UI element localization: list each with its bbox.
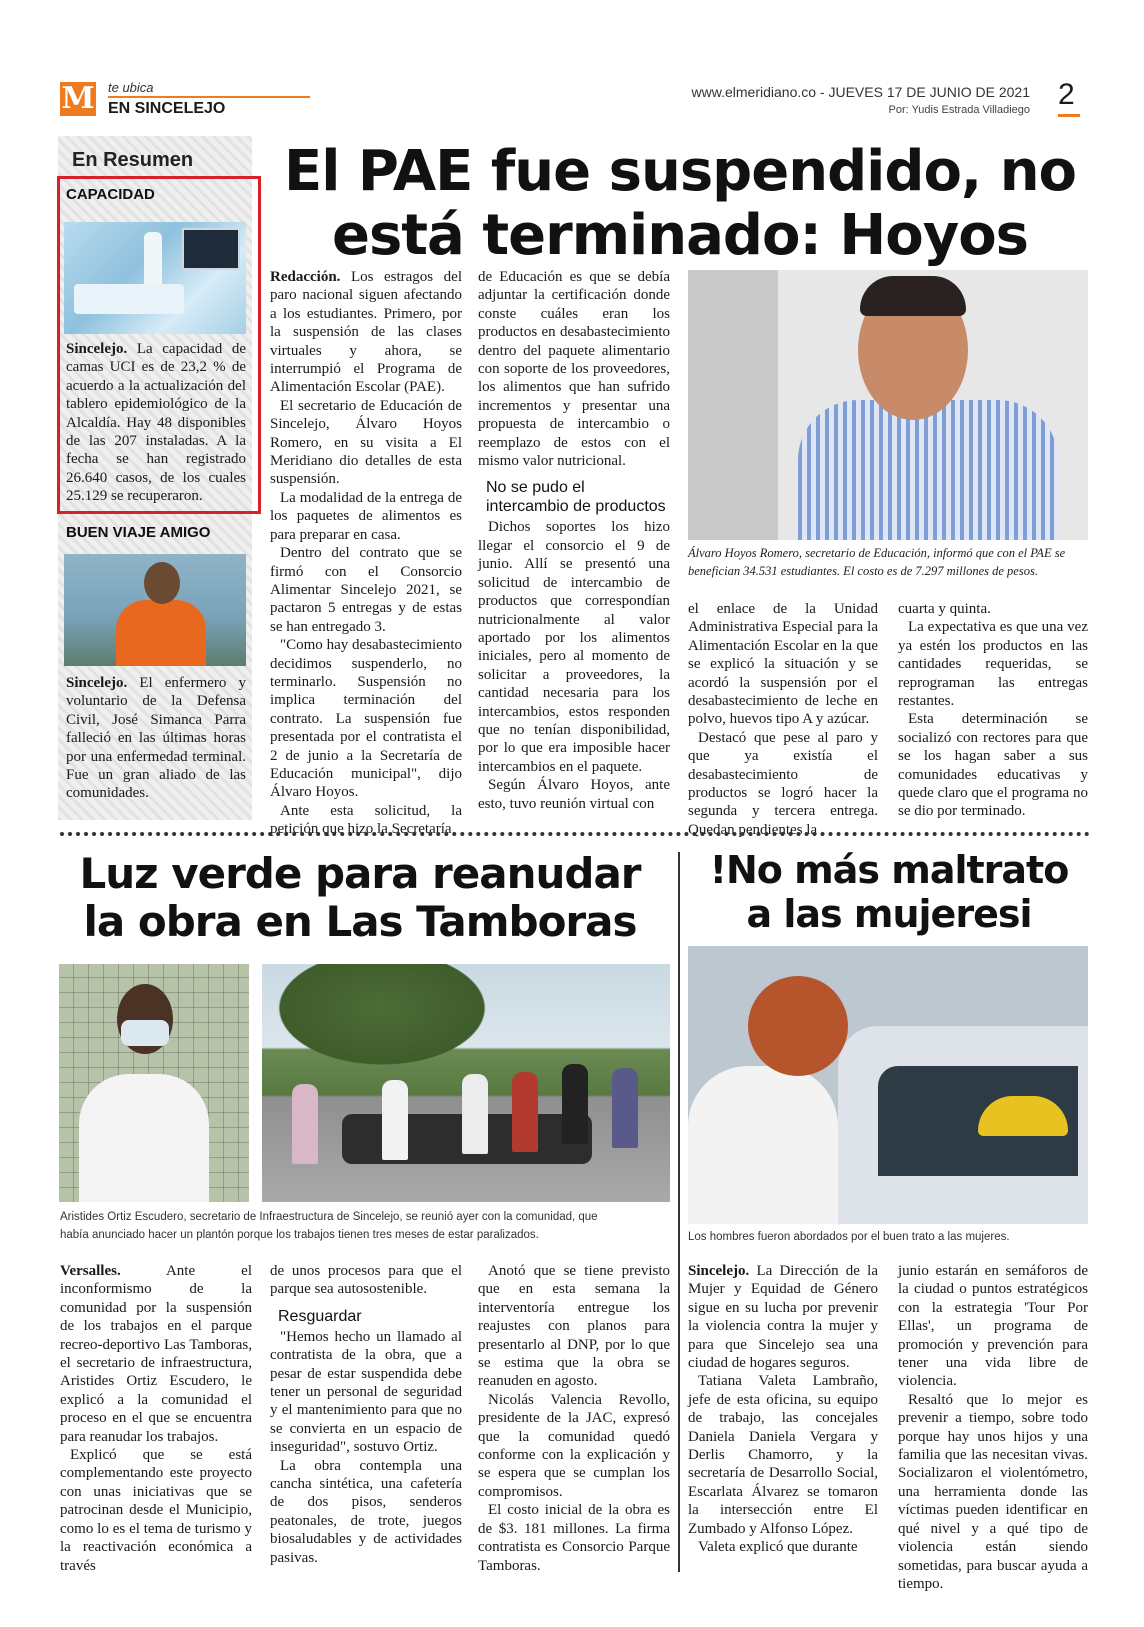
page-number-rule bbox=[1058, 114, 1080, 117]
main-headline-line2: está terminado: Hoyos bbox=[331, 203, 1029, 268]
header-rule bbox=[108, 96, 310, 98]
mujeres-headline-line2: a las mujeresi bbox=[746, 892, 1032, 936]
paragraph: "Como hay desabastecimiento decidimos suspenderlo, no terminarlo. Suspensión no implica terminación del contrato. La suspensión fue presentada por el contratista el 2 de junio a la Secretaría de Educación municipal", dijo Álvaro Hoyos. bbox=[270, 637, 462, 801]
mujeres-caption: Los hombres fueron abordados por el buen trato a las mujeres. bbox=[688, 1231, 1010, 1243]
column-divider bbox=[678, 852, 680, 1572]
tamboras-headline-line1: Luz verde para reanudar bbox=[79, 849, 641, 898]
tamboras-headline-line2: la obra en Las Tamboras bbox=[83, 897, 637, 946]
mujeres-headline bbox=[684, 848, 1094, 936]
tamboras-column-1 bbox=[60, 1262, 252, 1575]
sidebar-heading-buen-viaje: BUEN VIAJE AMIGO bbox=[66, 524, 211, 541]
paragraph: "Hemos hecho un llamado al contratista de la obra, que a pesar de estar suspendida debe tener un personal de seguridad y el mantenimiento para que no se convierta en un espacio de inseguridad", sostuvo Ortiz. bbox=[270, 1328, 462, 1456]
paragraph: La obra contempla una cancha sintética, una cafetería de dos pisos, senderos peatonales, de trote, juegos biosaludables y de actividades pasivas. bbox=[270, 1457, 462, 1566]
community-photo bbox=[262, 964, 670, 1202]
campaign-photo bbox=[688, 946, 1088, 1224]
paragraph: Redacción. Los estragos del paro nacional siguen afectando a los estudiantes. Primero, por la suspensión de las clases virtuales y ahora, se interrumpió el Programa de Alimentación Escolar (PAE). bbox=[270, 269, 462, 396]
paragraph: La modalidad de la entrega de los paquetes de alimentos es para preparar en casa. bbox=[270, 489, 462, 543]
paragraph: de unos procesos para que el parque sea autosostenible. bbox=[270, 1263, 462, 1298]
paragraph: Nicolás Valencia Revollo, presidente de la JAC, expresó que la comunidad quedó conforme con la explicación y se espera que se cumplan los compromisos. bbox=[478, 1391, 670, 1500]
paragraph: Anotó que se tiene previsto que en esta semana la interventoría entregue los reajustes con planos para presentarlo al DNP, por lo que se estima que la obra se reanuden en agosto. bbox=[478, 1263, 670, 1390]
paragraph: Tatiana Valeta Lambraño, jefe de esta oficina, su equipo de trabajo, las concejales Daniela Daniela Vergara y Derlis Chamorro, y la secretaría de Desarrollo Social, Escarlata Álvarez se tomaron la intersección entre El Zumbado y Alfonso López. bbox=[688, 1373, 878, 1537]
paragraph: Sincelejo. La Dirección de la Mujer y Equidad de Género sigue en su lucha por prevenir la violencia contra la mujer y para que Sincelejo sea una ciudad de hogares seguros. bbox=[688, 1263, 878, 1372]
pae-column-3 bbox=[688, 600, 878, 839]
mujeres-headline-line1: !No más maltrato bbox=[709, 848, 1069, 892]
paragraph: El costo inicial de la obra es de $3. 181 millones. La firma contratista es Consorcio Parque Tamboras. bbox=[478, 1502, 670, 1574]
paragraph: Resaltó que lo mejor es prevenir a tiempo, sobre todo porque hay unos hijos y una familia que las necesitan vivas. Socializaron el violentómetro, una herramienta donde las víctimas pueden identificar en qué nivel y a qué tipo de violencia están siendo sometidas, para buscar ayuda a tiempo. bbox=[898, 1391, 1088, 1592]
section-divider bbox=[60, 832, 1090, 836]
paragraph: Valeta explicó que durante bbox=[698, 1539, 858, 1556]
mujeres-column-2 bbox=[898, 1262, 1088, 1593]
paragraph: Destacó que pese al paro y que ya existía el desabastecimiento de productos se logró hacer la segunda y tercera entrega. Quedan pendientes la bbox=[688, 729, 878, 838]
page-number: 2 bbox=[1058, 78, 1075, 111]
tamboras-subhead: Resguardar bbox=[278, 1307, 362, 1325]
byline: Por: Yudis Estrada Villadiego bbox=[888, 104, 1030, 116]
pae-column-1 bbox=[270, 268, 462, 839]
sidebar-item-capacidad bbox=[66, 340, 246, 506]
paragraph: Explicó que se está complementando este proyecto con unas iniciativas que se patrocinan desde el Municipio, como lo es el tema de turismo y la reactivación económica a través bbox=[60, 1447, 252, 1574]
main-headline-line1: El PAE fue suspendido, no bbox=[283, 139, 1077, 204]
sidebar-heading-capacidad: CAPACIDAD bbox=[66, 186, 155, 203]
volunteer-photo bbox=[64, 554, 246, 666]
paragraph: Dichos soportes los hizo llegar el consorcio el 9 de junio. Allí se presentó una solicitud de intercambio de productos que correspondían nutricionalmente al valor aportado por los alimentos iniciales, pero al momento de solicitar a proveedores, la cantidad necesaria para los intercambios, estos responden que no tenían disponibilidad, por lo que era imposible hacer intercambios en el paquete. bbox=[478, 519, 670, 775]
tamboras-column-2 bbox=[270, 1262, 462, 1567]
sidebar-lead: Sincelejo. bbox=[66, 675, 128, 691]
paragraph: El secretario de Educación de Sincelejo, Álvaro Hoyos Romero, en su visita a El Meridiano dio detalles de esta suspensión. bbox=[270, 397, 462, 488]
paragraph: La expectativa es que una vez ya estén los productos en las cantidades requeridas, se reprograman las entregas restantes. bbox=[898, 619, 1088, 710]
hoyos-photo bbox=[688, 270, 1088, 540]
mujeres-column-1 bbox=[688, 1262, 878, 1557]
hoyos-caption: Álvaro Hoyos Romero, secretario de Educación, informó que con el PAE se benefician 34.531 estudiantes. El costo es de 7.297 millones de pesos. bbox=[688, 546, 1066, 578]
paragraph: de Educación es que se debía adjuntar la certificación donde conste cuáles eran los productos en desabastecimiento dentro del paquete alimentario con soporte de los proveedores, los alimentos que han sufrido incrementos y presentar una propuesta de intercambio o reemplazo de estos con el mismo valor nutricional. bbox=[478, 269, 670, 470]
sidebar-body: El enfermero y voluntario de la Defensa Civil, José Simanca Parra falleció en las últimas horas por una enfermedad terminal. Fue un gran aliado de las comunidades. bbox=[66, 675, 246, 802]
sidebar-title: En Resumen bbox=[72, 149, 194, 171]
paragraph: Versalles. Ante el inconformismo de la comunidad por la suspensión de los trabajos en el parque recreo-deportivo Las Tamboras, el secretario de infraestructura, Aristides Ortiz Escudero, le explicó a la comunidad el proceso en el que se encuentra para reanudar los trabajos. bbox=[60, 1263, 252, 1445]
sidebar-lead: Sincelejo. bbox=[66, 341, 128, 357]
icu-photo bbox=[64, 222, 246, 334]
tamboras-column-3 bbox=[478, 1262, 670, 1575]
sidebar-item-buen-viaje bbox=[66, 674, 246, 803]
sidebar-body: La capacidad de camas UCI es de 23,2 % de acuerdo a la actualización del tablero epidemiológico de la Alcaldía. Hay 48 disponibles de las 207 instaladas. A la fecha se han registrado 26.640 casos, de los cuales 25.129 se recuperaron. bbox=[66, 341, 246, 505]
ortiz-photo bbox=[59, 964, 249, 1202]
pae-column-4 bbox=[898, 600, 1088, 821]
pae-column-2 bbox=[478, 268, 670, 813]
paragraph: cuarta y quinta. bbox=[898, 601, 991, 617]
site-date: www.elmeridiano.co - JUEVES 17 DE JUNIO DE 2021 bbox=[691, 84, 1030, 100]
paragraph: Según Álvaro Hoyos, ante esto, tuvo reunión virtual con bbox=[478, 777, 670, 812]
paragraph: Ante esta solicitud, la petición que hizo la Secretaría bbox=[270, 802, 462, 838]
tamboras-caption-line1: Aristides Ortiz Escudero, secretario de Infraestructura de Sincelejo, se reunió ayer con la comunidad, que bbox=[60, 1211, 598, 1223]
paragraph: Esta determinación se socializó con rectores para que se los hagan saber a sus comunidades educativas y quede claro que el programa no se dio por terminado. bbox=[898, 711, 1088, 820]
tamboras-caption bbox=[60, 1208, 672, 1244]
section-kicker: te ubica bbox=[108, 80, 154, 95]
section-title: EN SINCELEJO bbox=[108, 100, 226, 117]
paragraph: Dentro del contrato que se firmó con el Consorcio Alimentar Sincelejo 2021, se pactaron 5 entregas y de estas se han entregado 3. bbox=[270, 545, 462, 635]
paragraph: el enlace de la Unidad Administrativa Especial para la Alimentación Escolar en la que se explicó la situación y se acordó la suspensión por el desabastecimiento de leche en polvo, huevos tipo A y azúcar. bbox=[688, 601, 878, 728]
tamboras-headline bbox=[60, 850, 660, 946]
pae-subhead: No se pudo el intercambio de productos bbox=[486, 479, 666, 516]
main-headline bbox=[270, 140, 1090, 268]
paragraph: junio estarán en semáforos de la ciudad o puntos estratégicos con la estrategia 'Tour Por Ellas', un programa de promoción y prevención para tener una vida libre de violencia. bbox=[898, 1263, 1088, 1390]
brand-logo[interactable]: M bbox=[61, 81, 95, 116]
tamboras-caption-line2: había anunciado hacer un plantón porque los trabajos tienen tres meses de estar paralizados. bbox=[60, 1229, 539, 1241]
